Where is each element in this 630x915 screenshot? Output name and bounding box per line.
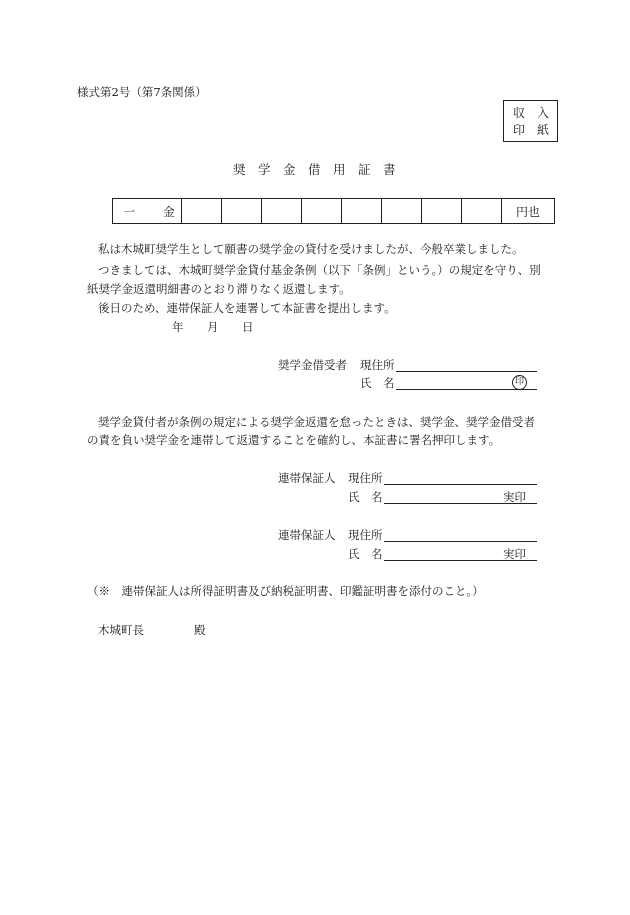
guarantor-seal-label: 実印	[503, 547, 526, 561]
body-paragraph-3: 後日のため、連帯保証人を連署して本証書を提出します。	[98, 301, 396, 315]
guarantor-statement-b: の責を負い奨学金を連帯して返還することを確約し、本証書に署名押印します。	[87, 433, 501, 447]
amount-label-cell	[113, 199, 182, 224]
borrower-address-label: 現住所	[360, 358, 395, 372]
borrower-role: 奨学金借受者	[278, 358, 347, 372]
guarantor-seal-label: 実印	[503, 490, 526, 504]
amount-digit-cell[interactable]	[262, 199, 302, 224]
stamp-char: 入	[537, 106, 550, 120]
body-paragraph-2a: つきましては、木城町奨学金貸付基金条例（以下「条例」という。）の規定を守り、別	[98, 263, 541, 277]
amount-table	[112, 198, 555, 224]
amount-digit-cell[interactable]	[182, 199, 222, 224]
document-title: 奨 学 金 借 用 証 書	[233, 162, 396, 177]
date-day: 日	[242, 320, 254, 334]
date-month: 月	[207, 320, 219, 334]
amount-prefix-2: 金	[162, 204, 175, 219]
body-paragraph-2b: 紙奨学金返還明細書のとおり滞りなく返還します。	[87, 282, 351, 296]
guarantor-role: 連帯保証人	[278, 471, 336, 485]
stamp-char: 収	[513, 106, 526, 120]
stamp-char: 印	[513, 123, 526, 137]
body-paragraph-1: 私は木城町奨学生として願書の奨学金の貸付を受けましたが、今般卒業しました。	[98, 242, 524, 256]
stamp-char: 紙	[537, 123, 550, 137]
guarantor-address-label: 現住所	[348, 528, 383, 542]
addressee-name: 木城町長	[98, 623, 144, 637]
revenue-stamp-box	[503, 100, 558, 142]
amount-prefix-1: 一	[123, 204, 136, 219]
amount-digit-cell[interactable]	[342, 199, 382, 224]
borrower-address-field[interactable]	[396, 371, 537, 372]
guarantor-address-field[interactable]	[384, 484, 537, 485]
amount-digit-cell[interactable]	[382, 199, 422, 224]
guarantor-statement-a: 奨学金貸付者が条例の規定による奨学金返還を怠ったときは、奨学金、奨学金借受者	[98, 415, 535, 429]
amount-digit-cell[interactable]	[462, 199, 502, 224]
form-number: 様式第2号（第7条関係）	[77, 85, 207, 99]
borrower-name-label: 氏 名	[360, 376, 395, 390]
attachment-note: （※ 連帯保証人は所得証明書及び納税証明書、印鑑証明書を添付のこと。）	[87, 584, 484, 598]
guarantor-name-label: 氏 名	[348, 547, 383, 561]
amount-digit-cell[interactable]	[422, 199, 462, 224]
amount-digit-cell[interactable]	[222, 199, 262, 224]
date-year: 年	[172, 320, 184, 334]
amount-digit-cell[interactable]	[302, 199, 342, 224]
guarantor-address-field[interactable]	[384, 541, 537, 542]
seal-mark: 印	[512, 375, 527, 390]
amount-unit: 円也	[502, 199, 555, 224]
guarantor-role: 連帯保証人	[278, 528, 336, 542]
guarantor-address-label: 現住所	[348, 471, 383, 485]
addressee-honorific: 殿	[194, 623, 206, 637]
guarantor-name-label: 氏 名	[348, 490, 383, 504]
